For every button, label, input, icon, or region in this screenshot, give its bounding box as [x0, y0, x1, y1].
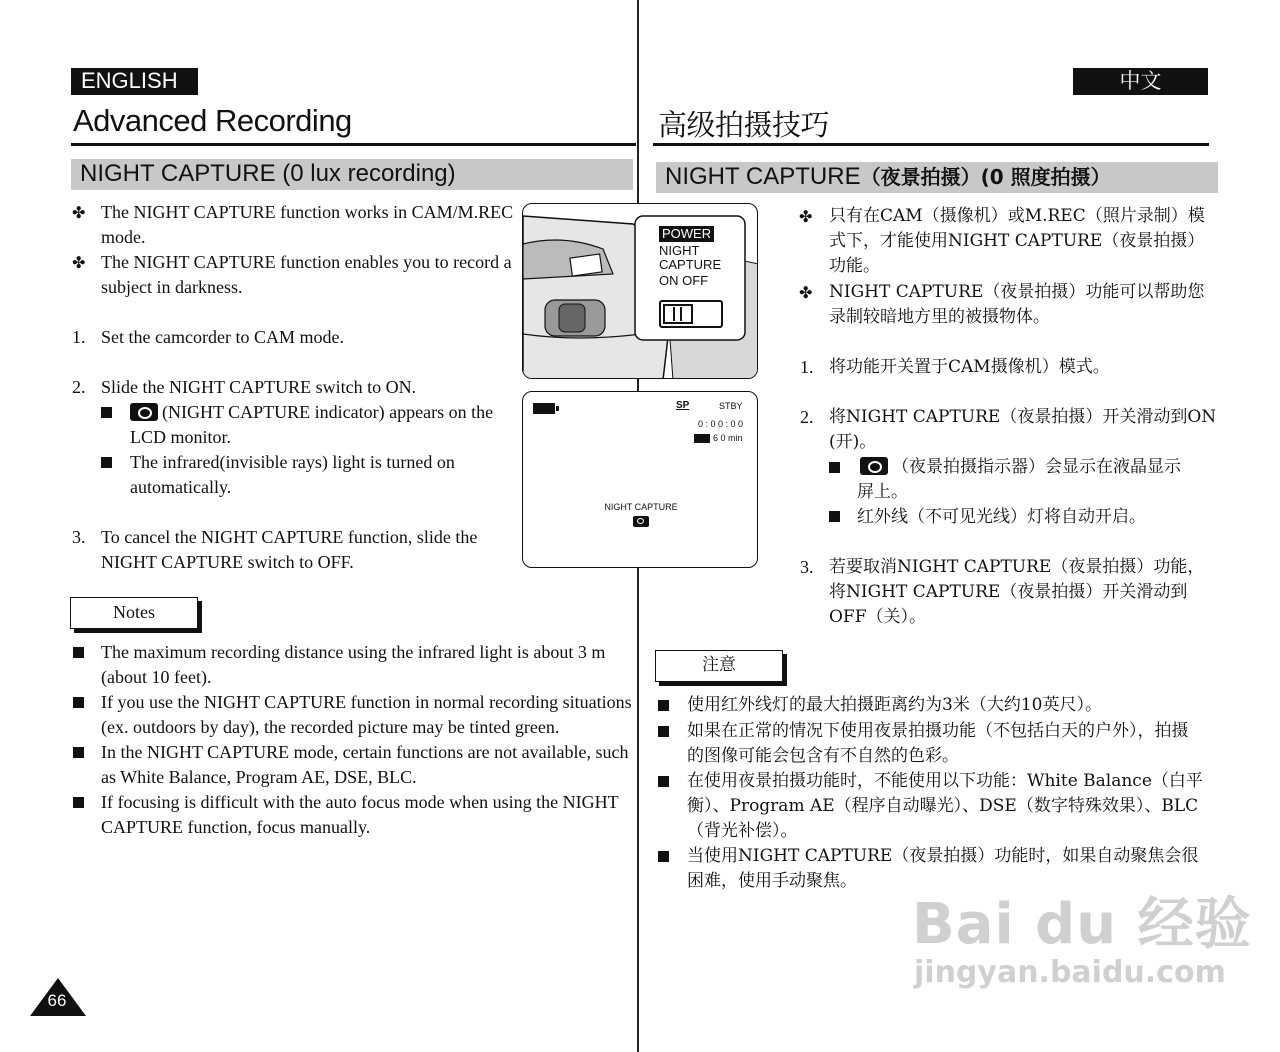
- zh-step1-number: 1.: [800, 357, 814, 377]
- switch-label-line3: ON OFF: [659, 273, 709, 288]
- watermark-url-text: jingyan.baidu.com: [914, 955, 1226, 990]
- en-step1-text: Set the camcorder to CAM mode.: [101, 327, 344, 347]
- watermark-main-text: Bai du 经验: [912, 892, 1252, 957]
- bullet-cross-icon: ✤: [799, 283, 813, 302]
- en-bullet2-line1: The NIGHT CAPTURE function enables you to record a: [101, 252, 512, 272]
- zh-bullet1-line2: 式下，才能使用NIGHT CAPTURE（夜景拍摄）: [829, 231, 1205, 251]
- en-bullet2-line2: subject in darkness.: [101, 277, 243, 297]
- en-step3-number: 3.: [72, 527, 86, 547]
- zh-step3-line1: 若要取消NIGHT CAPTURE（夜景拍摄）功能，: [829, 557, 1205, 577]
- battery-icon: [533, 403, 555, 414]
- en-step2-number: 2.: [72, 377, 86, 397]
- en-step2-sub2-line1: The infrared(invisible rays) light is turned on: [130, 452, 455, 472]
- notes-label-chinese: 注意: [655, 650, 783, 682]
- en-step2-text: Slide the NIGHT CAPTURE switch to ON.: [101, 377, 417, 397]
- square-bullet-icon: [658, 776, 669, 787]
- power-label: POWER: [659, 226, 714, 242]
- en-step1-number: 1.: [72, 327, 86, 347]
- en-note4-line1: If focusing is difficult with the auto focus mode when using the NIGHT: [101, 792, 619, 812]
- en-note3-line1: In the NIGHT CAPTURE mode, certain functions are not available, such: [101, 742, 629, 762]
- lcd-remaining-time: 6 0 min: [713, 433, 743, 443]
- page-number: 66: [47, 991, 67, 1010]
- zh-note3-line3: （背光补偿）。: [687, 821, 798, 841]
- zh-bullet1-line1: 只有在CAM（摄像机）或M.REC（照片录制）模: [829, 206, 1205, 226]
- en-bullet1-line2: mode.: [101, 227, 146, 247]
- section-heading-zh-part1: （夜景拍摄）(0: [860, 165, 1011, 189]
- zh-note4-line2: 困难，使用手动聚焦。: [687, 871, 857, 891]
- square-bullet-icon: [101, 407, 112, 418]
- square-bullet-icon: [73, 647, 84, 658]
- zh-step3-line2: 将NIGHT CAPTURE（夜景拍摄）开关滑动到: [829, 582, 1188, 602]
- square-bullet-icon: [73, 747, 84, 758]
- switch-label-line1: NIGHT: [659, 243, 700, 258]
- language-tag-english: ENGLISH: [71, 68, 198, 95]
- square-bullet-icon: [73, 797, 84, 808]
- en-note1-line1: The maximum recording distance using the infrared light is about 3 m: [101, 642, 606, 662]
- square-bullet-icon: [829, 462, 840, 473]
- switch-knob: [663, 304, 693, 324]
- square-bullet-icon: [658, 851, 669, 862]
- zh-step2-line1: 将NIGHT CAPTURE（夜景拍摄）开关滑动到ON: [829, 407, 1217, 427]
- en-note4-line2: CAPTURE function, focus manually.: [101, 817, 371, 837]
- title-rule-english: [71, 143, 636, 146]
- zh-bullet1-line3: 功能。: [829, 256, 880, 276]
- lcd-monitor-illustration: [522, 391, 758, 568]
- en-step3-line2: NIGHT CAPTURE switch to OFF.: [101, 552, 354, 572]
- baidu-jingyan-watermark: [912, 892, 1252, 991]
- lcd-timecode: 0 : 0 0 : 0 0: [698, 419, 744, 429]
- tape-icon: [694, 434, 710, 443]
- notes-label-english: Notes: [70, 597, 198, 629]
- section-heading-zh-prefix: NIGHT CAPTURE: [665, 163, 861, 190]
- bullet-cross-icon: ✤: [72, 253, 86, 272]
- zh-step2-line2: (开)。: [829, 432, 877, 452]
- title-rule-chinese: [653, 143, 1209, 146]
- zh-note3-line2: 衡）、Program AE（程序自动曝光）、DSE（数字特殊效果）、BLC: [687, 796, 1199, 816]
- language-tag-chinese: 中文: [1073, 68, 1208, 95]
- zh-step3-number: 3.: [800, 557, 814, 577]
- lcd-status: STBY: [719, 401, 743, 411]
- lcd-night-capture-indicator-icon: [633, 516, 649, 527]
- page-title-english: Advanced Recording: [73, 103, 352, 138]
- square-bullet-icon: [829, 511, 840, 522]
- zh-note2-line2: 的图像可能会包含有不自然的色彩。: [687, 746, 959, 766]
- zh-step2-sub1-line2: 屏上。: [857, 482, 908, 502]
- bullet-cross-icon: ✤: [72, 203, 86, 222]
- night-capture-indicator-icon: [130, 403, 158, 421]
- bullet-cross-icon: ✤: [799, 207, 813, 226]
- square-bullet-icon: [658, 726, 669, 737]
- square-bullet-icon: [658, 700, 669, 711]
- night-capture-indicator-icon: [860, 457, 888, 475]
- zh-step2-number: 2.: [800, 407, 814, 427]
- camcorder-switch-illustration: [522, 203, 758, 379]
- zh-note3-line1: 在使用夜景拍摄功能时，不能使用以下功能：White Balance（白平: [687, 771, 1203, 791]
- lcd-night-capture-label: NIGHT CAPTURE: [604, 502, 678, 512]
- en-note2-line2: (ex. outdoors by day), the recorded picture may be tinted green.: [101, 717, 560, 737]
- en-bullet1-line1: The NIGHT CAPTURE function works in CAM/M.REC: [101, 202, 514, 222]
- en-note3-line2: as White Balance, Program AE, DSE, BLC.: [101, 767, 417, 787]
- zh-step3-line3: OFF（关）。: [829, 607, 927, 627]
- en-note2-line1: If you use the NIGHT CAPTURE function in normal recording situations: [101, 692, 632, 712]
- en-step3-line1: To cancel the NIGHT CAPTURE function, slide the: [101, 527, 478, 547]
- zh-note4-line1: 当使用NIGHT CAPTURE（夜景拍摄）功能时，如果自动聚焦会很: [687, 846, 1199, 866]
- camcorder-body-drawing: [523, 204, 758, 379]
- switch-label-line2: CAPTURE: [659, 257, 722, 272]
- en-step2-sub2-line2: automatically.: [130, 477, 232, 497]
- zh-note1: 使用红外线灯的最大拍摄距离约为3米（大约10英尺）。: [687, 695, 1102, 715]
- section-heading-zh-part2: 照度拍摄）: [1010, 165, 1111, 189]
- en-step2-sub1-line2: LCD monitor.: [130, 427, 232, 447]
- square-bullet-icon: [73, 697, 84, 708]
- zh-step2-sub1-text: （夜景拍摄指示器）会显示在液晶显示: [892, 457, 1181, 477]
- zh-bullet2-line1: NIGHT CAPTURE（夜景拍摄）功能可以帮助您: [829, 282, 1205, 302]
- section-heading-chinese: [656, 162, 1218, 193]
- en-note1-line2: (about 10 feet).: [101, 667, 212, 687]
- night-capture-switch: [659, 300, 723, 328]
- en-step2-sub1-line1: [130, 400, 493, 425]
- zh-note2-line1: 如果在正常的情况下使用夜景拍摄功能（不包括白天的户外），拍摄: [687, 721, 1189, 741]
- en-step2-sub1-text: (NIGHT CAPTURE indicator) appears on the: [162, 402, 494, 422]
- square-bullet-icon: [101, 457, 112, 468]
- zh-step2-sub1-line1: [860, 455, 1181, 480]
- page-title-chinese: 高级拍摄技巧: [658, 108, 830, 142]
- section-heading-english: NIGHT CAPTURE (0 lux recording): [71, 159, 633, 190]
- zh-step1-text: 将功能开关置于CAM摄像机）模式。: [829, 357, 1110, 377]
- lcd-record-mode: SP: [676, 400, 690, 411]
- zh-bullet2-line2: 录制较暗地方里的被摄物体。: [829, 307, 1050, 327]
- zh-step2-sub2: 红外线（不可见光线）灯将自动开启。: [857, 507, 1146, 527]
